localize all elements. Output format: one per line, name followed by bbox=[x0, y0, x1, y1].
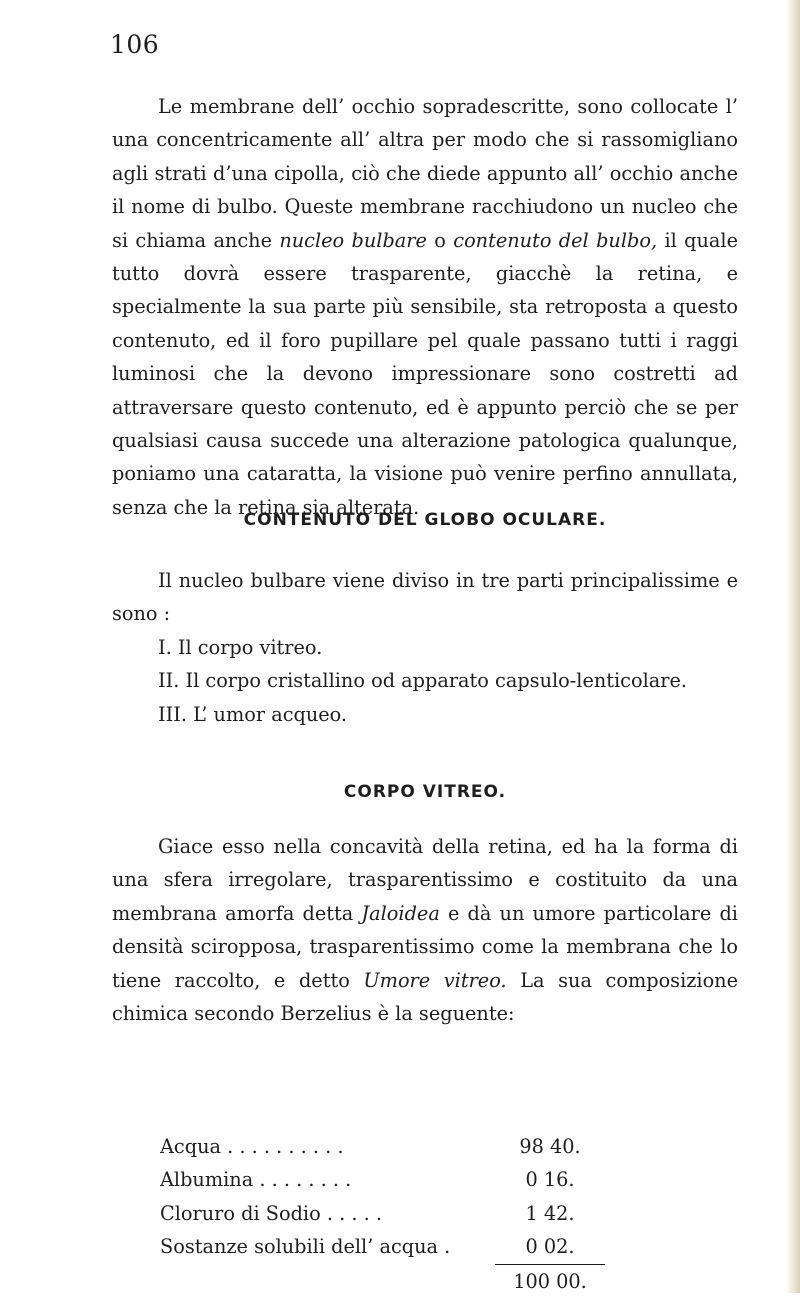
paragraph-membrane-text-3: il quale tutto dovrà essere trasparente, giacchè la retina, e specialmente la sua parte più sensibile, sta retroposta a questo contenuto, ed il foro pupillare pel quale passano tutti i raggi luminosi che la devono impressionare sono costretti ad attraversare questo contenuto, ed è appunto perciò che se per qualsiasi causa succede una alterazione patologica qualunque, poniamo una cataratta, la visione può venire perfino annullata, senza che la retina sia alterata. bbox=[112, 228, 738, 519]
composition-value: 0 02. bbox=[525, 1235, 575, 1259]
composition-table bbox=[160, 1130, 620, 1298]
parts-list bbox=[158, 631, 738, 731]
composition-row bbox=[160, 1130, 620, 1163]
section-heading-contenuto: CONTENUTO DEL GLOBO OCULARE. bbox=[243, 510, 607, 530]
paragraph-corpo-vitreo bbox=[112, 830, 738, 1030]
paragraph-membrane-italic-1: nucleo bulbare bbox=[279, 228, 427, 252]
paragraph-vitreo-text-2: e dà un umore particolare di densità sciropposa, trasparentissimo come la membrana che lo tiene raccolto, e detto bbox=[112, 901, 738, 992]
paragraph-nucleo: Il nucleo bulbare viene diviso in tre parti principalissime e sono : bbox=[112, 569, 738, 626]
paragraph-vitreo-text-1: Giace esso nella concavità della retina, ed ha la forma di una sfera irregolare, trasparentissimo e costituito da una membrana amorfa detta bbox=[112, 835, 738, 925]
composition-row bbox=[160, 1230, 620, 1263]
composition-row bbox=[160, 1163, 620, 1196]
page-edge-shadow bbox=[786, 0, 800, 1293]
composition-label: Acqua . . . . . . . . . . bbox=[160, 1135, 344, 1158]
composition-label: Cloruro di Sodio . . . . . bbox=[160, 1201, 382, 1225]
paragraph-vitreo-italic-2: Umore vitreo. bbox=[363, 968, 507, 992]
composition-label: Sostanze solubili dell’ acqua . bbox=[160, 1235, 451, 1259]
composition-row bbox=[160, 1197, 620, 1230]
composition-value: 0 16. bbox=[525, 1168, 575, 1192]
paragraph-vitreo-italic-1: Jaloidea bbox=[361, 901, 440, 925]
section-heading-corpo-vitreo: CORPO VITREO. bbox=[343, 782, 507, 802]
composition-total: 100 00. bbox=[495, 1264, 605, 1298]
composition-value: 1 42. bbox=[525, 1201, 575, 1225]
composition-label: Albumina . . . . . . . . bbox=[160, 1168, 352, 1192]
page-number: 106 bbox=[110, 30, 160, 59]
paragraph-membrane-italic-2: contenuto del bulbo, bbox=[453, 228, 658, 252]
paragraph-membrane-text-2: o bbox=[426, 228, 454, 252]
list-item: III. L’ umor acqueo. bbox=[158, 702, 348, 726]
paragraph-membrane-text-1: Le membrane dell’ occhio sopradescritte, sono collocate l’ una concentricamente all’ altra per modo che si rassomigliano agli strati d’una cipolla, ciò che diede appunto all’ occhio anche il nome di bulbo. Queste membrane racchiudono un nucleo che si chiama anche bbox=[112, 95, 738, 252]
composition-value: 98 40. bbox=[519, 1135, 581, 1158]
paragraph-membrane bbox=[112, 90, 738, 524]
list-item: II. Il corpo cristallino od apparato capsulo-lenticolare. bbox=[158, 669, 688, 693]
list-item: I. Il corpo vitreo. bbox=[158, 636, 323, 659]
paragraph-vitreo-text-3: La sua composizione chimica secondo Berzelius è la seguente: bbox=[112, 968, 739, 1026]
